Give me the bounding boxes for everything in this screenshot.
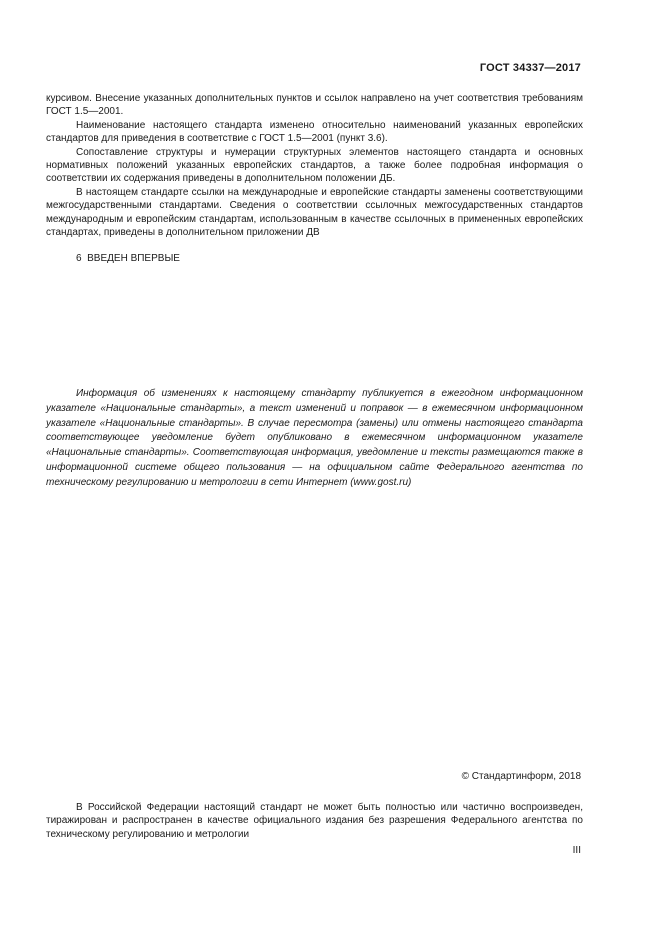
paragraph-references: В настоящем стандарте ссылки на международные и европейские стандарты заменены соответствующими межгосударственными стандартами. Сведения о соответствии ссылочных межгосударственных стандартов международным и европейским стандартам, использованным в качестве ссылочных в примененных европейских стандартах, приведены в дополнительном приложении ДВ xyxy=(46,186,583,239)
section-introduced-first: 6 ВВЕДЕН ВПЕРВЫЕ xyxy=(76,253,180,264)
document-code-header: ГОСТ 34337—2017 xyxy=(479,62,581,74)
paragraph-continuation: курсивом. Внесение указанных дополнительных пунктов и ссылок направлено на учет соответствия требованиям ГОСТ 1.5—2001. xyxy=(46,93,583,118)
paragraph-name-change: Наименование настоящего стандарта изменено относительно наименований указанных европейских стандартов для приведения в соответствие с ГОСТ 1.5—2001 (пункт 3.6). xyxy=(46,119,583,145)
paragraph-structure-comparison: Сопоставление структуры и нумерации структурных элементов настоящего стандарта и основных нормативных положений указанных европейских стандартов, а также более подробная информация о соответствии их содержания приведены в дополнительном положении ДБ. xyxy=(46,146,583,185)
legal-notice: В Российской Федерации настоящий стандарт не может быть полностью или частично воспроизведен, тиражирован и распространен в качестве официального издания без разрешения Федерального агентства по техническому регулированию и метрологии xyxy=(46,802,583,840)
body-text xyxy=(46,92,583,239)
page-number: III xyxy=(572,845,581,856)
info-note-italic: Информация об изменениях к настоящему стандарту публикуется в ежегодном информационном указателе «Национальные стандарты», а текст изменений и поправок — в ежемесячном информационном указателе «Национальные стандарты». В случае пересмотра (замены) или отмены настоящего стандарта соответствующее уведомление будет опубликовано в ежемесячном информационном указателе «Национальные стандарты». Соответствующая информация, уведомление и тексты размещаются также в информационной системе общего пользования — на официальном сайте Федерального агентства по техническому регулированию и метрологии в сети Интернет (www.gost.ru) xyxy=(46,388,583,488)
copyright-line: © Стандартинформ, 2018 xyxy=(461,771,581,782)
